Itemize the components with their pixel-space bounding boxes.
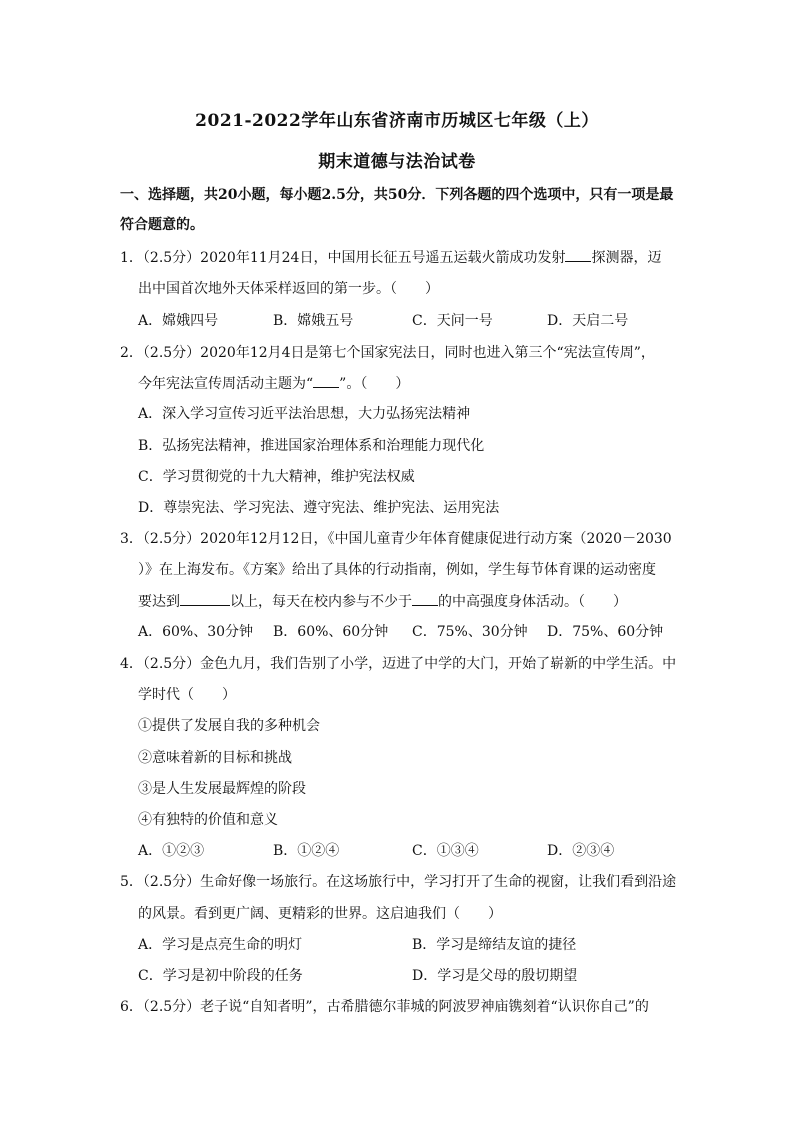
option-c: C．天问一号 [412,313,493,329]
fill-blank [313,373,339,388]
question-3-line-1: 3．（2.5分）2020年12月12日，《中国儿童青少年体育健康促进行动方案（2020－2030 [120,531,672,547]
question-6-line-1: 6．（2.5分）老子说“自知者明”，古希腊德尔菲城的阿波罗神庙镌刻着“认识你自己”的 [120,999,649,1015]
question-number: 6． [120,999,143,1015]
question-4-line-2: 学时代（ ） [138,687,236,703]
option-d: D．75%、60分钟 [547,624,664,640]
question-4-options [138,841,678,861]
question-2-line-1: 2．（2.5分）2020年12月4日是第七个国家宪法日，同时也进入第三个“宪法宣传周”， [120,345,655,361]
exam-subtitle: 期末道德与法治试卷 [318,152,476,172]
statement-4: ④有独特的价值和意义 [138,812,278,828]
question-5-options-row-2 [138,966,678,986]
question-1-line-2: 出中国首次地外天体采样返回的第一步。（ ） [138,281,439,297]
fill-blank [412,591,438,606]
question-1-options [138,311,678,331]
option-c: C．①③④ [412,843,479,859]
option-d: D．天启二号 [547,313,629,329]
section-heading-continued: 符合题意的。 [120,217,204,233]
question-5-line-1: 5．（2.5分）生命好像一场旅行。在这场旅行中，学习打开了生命的视窗，让我们看到沿途 [120,874,677,890]
question-3-line-3: 要达到 以上，每天在校内参与不少于 的中高强度身体活动。（ ） [138,591,627,612]
question-2-line-2: 今年宪法宣传周活动主题为“ ”。（ ） [138,373,409,394]
exam-title: 2021-2022学年山东省济南市历城区七年级（上） [195,111,599,131]
question-number: 3． [120,531,143,547]
question-number: 2． [120,345,143,361]
option-b: B．①②④ [273,843,340,859]
option-a: A．60%、30分钟 [138,624,254,640]
question-2-option-a: A．深入学习宣传习近平法治思想，大力弘扬宪法精神 [138,406,471,422]
statement-2: ②意味着新的目标和挑战 [138,750,292,766]
question-number: 1． [120,250,143,266]
option-c: C．学习是初中阶段的任务 [138,968,303,984]
option-d: D．②③④ [547,843,615,859]
option-d: D．学习是父母的殷切期望 [412,968,578,984]
question-1-line-1: 1．（2.5分）2020年11月24日，中国用长征五号遥五运载火箭成功发射 探测器，迈 [120,247,661,268]
option-c: C．75%、30分钟 [412,624,528,640]
option-a: A．嫦娥四号 [138,313,219,329]
option-b: B．60%、60分钟 [273,624,389,640]
question-number: 4． [120,656,143,672]
question-5-line-2: 的风景。看到更广阔、更精彩的世界。这启迪我们（ ） [138,906,502,922]
option-a: A．①②③ [138,843,205,859]
question-5-options-row-1 [138,935,678,955]
question-number: 5． [120,874,143,890]
statement-3: ③是人生发展最辉煌的阶段 [138,781,306,797]
fill-blank [565,247,591,262]
question-2-option-c: C．学习贯彻党的十九大精神，维护宪法权威 [138,469,415,485]
question-2-option-d: D．尊崇宪法、学习宪法、遵守宪法、维护宪法、运用宪法 [138,500,500,516]
question-4-line-1: 4．（2.5分）金色九月，我们告别了小学，迈进了中学的大门，开始了崭新的中学生活。中 [120,656,677,672]
fill-blank [180,591,230,606]
section-heading: 一、选择题，共20小题，每小题2.5分，共50分．下列各题的四个选项中，只有一项是最 [120,187,674,203]
question-3-options [138,622,678,642]
statement-1: ①提供了发展自我的多种机会 [138,718,320,734]
question-3-line-2: ）》在上海发布。《方案》给出了具体的行动指南，例如，学生每节体育课的运动密度 [138,562,656,578]
option-a: A．学习是点亮生命的明灯 [138,937,303,953]
option-b: B．学习是缔结友谊的捷径 [412,937,577,953]
option-b: B．嫦娥五号 [273,313,354,329]
question-2-option-b: B．弘扬宪法精神，推进国家治理体系和治理能力现代化 [138,438,485,454]
